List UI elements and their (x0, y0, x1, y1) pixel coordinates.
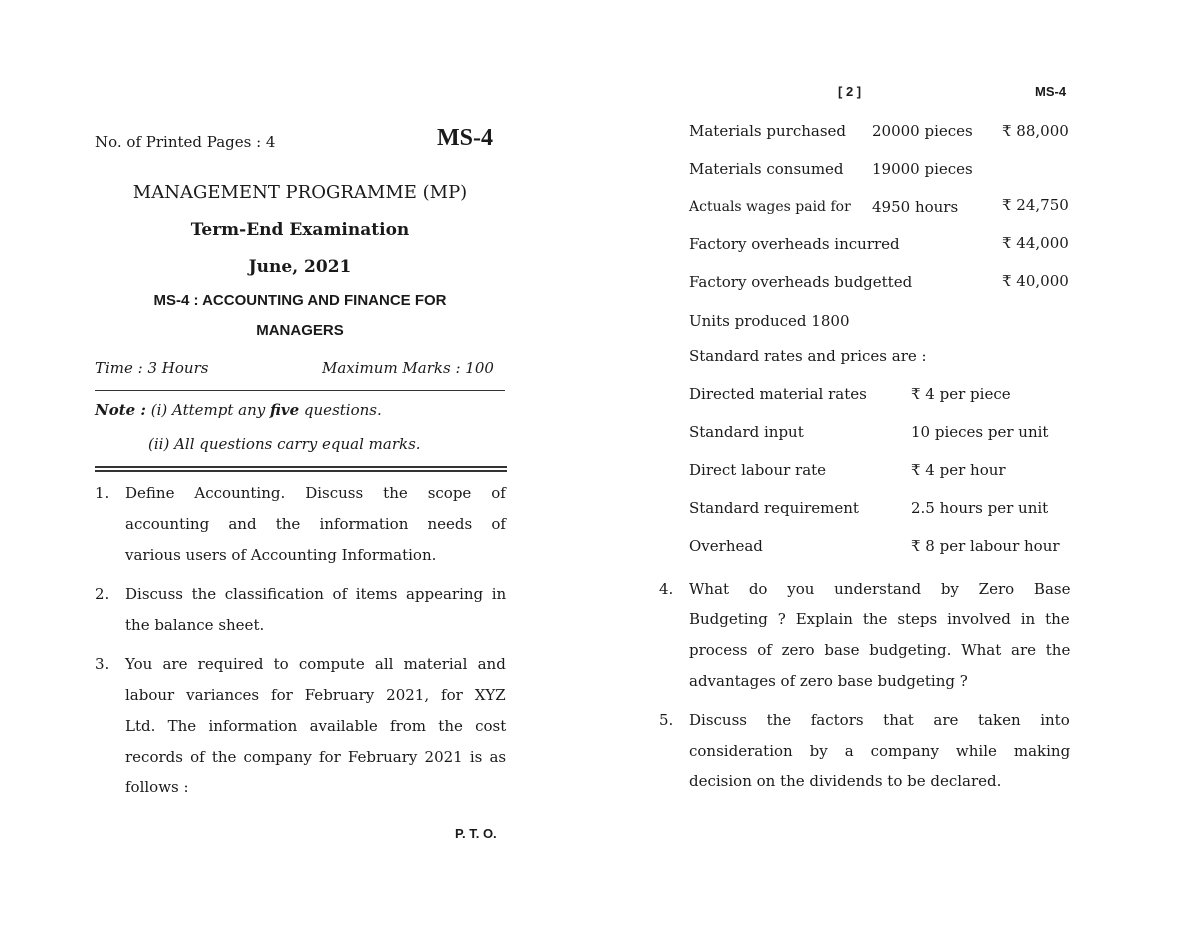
cost-item-amount: ₹ 24,750 (1002, 196, 1069, 214)
page-number: [ 2 ] (838, 84, 862, 99)
course-code-heading: MS-4 (437, 125, 493, 151)
cost-item-qty: 20000 pieces (872, 122, 973, 140)
note-1-emphasis: five (269, 401, 300, 419)
time-allowed: Time : 3 Hours (95, 359, 209, 377)
cost-item-label: Factory overheads budgetted (689, 273, 913, 291)
course-title-line-2: MANAGERS (256, 322, 344, 339)
printed-pages-count: No. of Printed Pages : 4 (95, 133, 276, 151)
question-2-line: the balance sheet. (125, 616, 265, 634)
std-rate-value: ₹ 8 per labour hour (911, 537, 1060, 555)
divider (95, 390, 505, 391)
course-title-line-1: MS-4 : ACCOUNTING AND FINANCE FOR (153, 292, 447, 309)
std-rate-label: Direct labour rate (689, 461, 827, 479)
question-4-line: advantages of zero base budgeting ? (689, 672, 968, 690)
cost-item-amount: ₹ 88,000 (1002, 122, 1069, 140)
cost-item-label: Actuals wages paid for (689, 199, 851, 215)
question-number: 2. (95, 585, 110, 603)
units-produced: Units produced 1800 (689, 312, 850, 330)
standard-rates-heading: Standard rates and prices are : (689, 347, 927, 365)
std-rate-label: Overhead (689, 537, 763, 555)
question-number: 3. (95, 655, 110, 673)
question-3-line: Ltd. The information available from the cost (125, 717, 507, 735)
std-rate-label: Directed material rates (689, 385, 867, 403)
std-rate-value: 2.5 hours per unit (911, 499, 1049, 517)
question-3-line: labour variances for February 2021, for XYZ (125, 686, 506, 704)
question-3-line: You are required to compute all material and (125, 655, 506, 673)
double-divider (95, 466, 507, 472)
question-number: 1. (95, 484, 110, 502)
exam-date: June, 2021 (248, 257, 352, 277)
question-1-line: various users of Accounting Information. (125, 546, 437, 564)
cost-item-amount: ₹ 44,000 (1002, 234, 1069, 252)
question-5-line: consideration by a company while making (689, 742, 1071, 760)
cost-item-label: Factory overheads incurred (689, 235, 900, 253)
std-rate-label: Standard requirement (689, 499, 859, 517)
std-rate-label: Standard input (689, 423, 804, 441)
cost-item-amount: ₹ 40,000 (1002, 272, 1069, 290)
question-1-line: accounting and the information needs of (125, 515, 506, 533)
question-3-line: follows : (125, 778, 189, 796)
please-turn-over: P. T. O. (455, 826, 497, 841)
note-instruction-1 (95, 401, 382, 419)
question-number: 5. (659, 711, 674, 729)
std-rate-value: ₹ 4 per hour (911, 461, 1006, 479)
question-4-line: What do you understand by Zero Base (689, 580, 1071, 598)
question-4-line: process of zero base budgeting. What are the (689, 641, 1071, 659)
course-code-header: MS-4 (1035, 84, 1067, 99)
cost-item-label: Materials consumed (689, 160, 844, 178)
question-3-line: records of the company for February 2021 is as (125, 748, 507, 766)
note-label: Note : (95, 401, 146, 419)
note-1-text-c: questions. (299, 401, 382, 419)
question-5-line: decision on the dividends to be declared. (689, 772, 1002, 790)
question-number: 4. (659, 580, 674, 598)
std-rate-value: 10 pieces per unit (911, 423, 1049, 441)
exam-title: Term-End Examination (190, 220, 410, 240)
question-4-line: Budgeting ? Explain the steps involved in the (689, 610, 1070, 628)
question-5-line: Discuss the factors that are taken into (689, 711, 1070, 729)
cost-item-qty: 4950 hours (872, 198, 959, 216)
std-rate-value: ₹ 4 per piece (911, 385, 1011, 403)
cost-item-qty: 19000 pieces (872, 160, 973, 178)
note-instruction-2: (ii) All questions carry equal marks. (148, 435, 421, 453)
maximum-marks: Maximum Marks : 100 (322, 359, 494, 377)
cost-item-label: Materials purchased (689, 122, 846, 140)
programme-title: MANAGEMENT PROGRAMME (MP) (132, 182, 468, 203)
note-1-text-a: (i) Attempt any (150, 401, 270, 419)
question-2-line: Discuss the classification of items appearing in (125, 585, 507, 603)
question-1-line: Define Accounting. Discuss the scope of (125, 484, 506, 502)
